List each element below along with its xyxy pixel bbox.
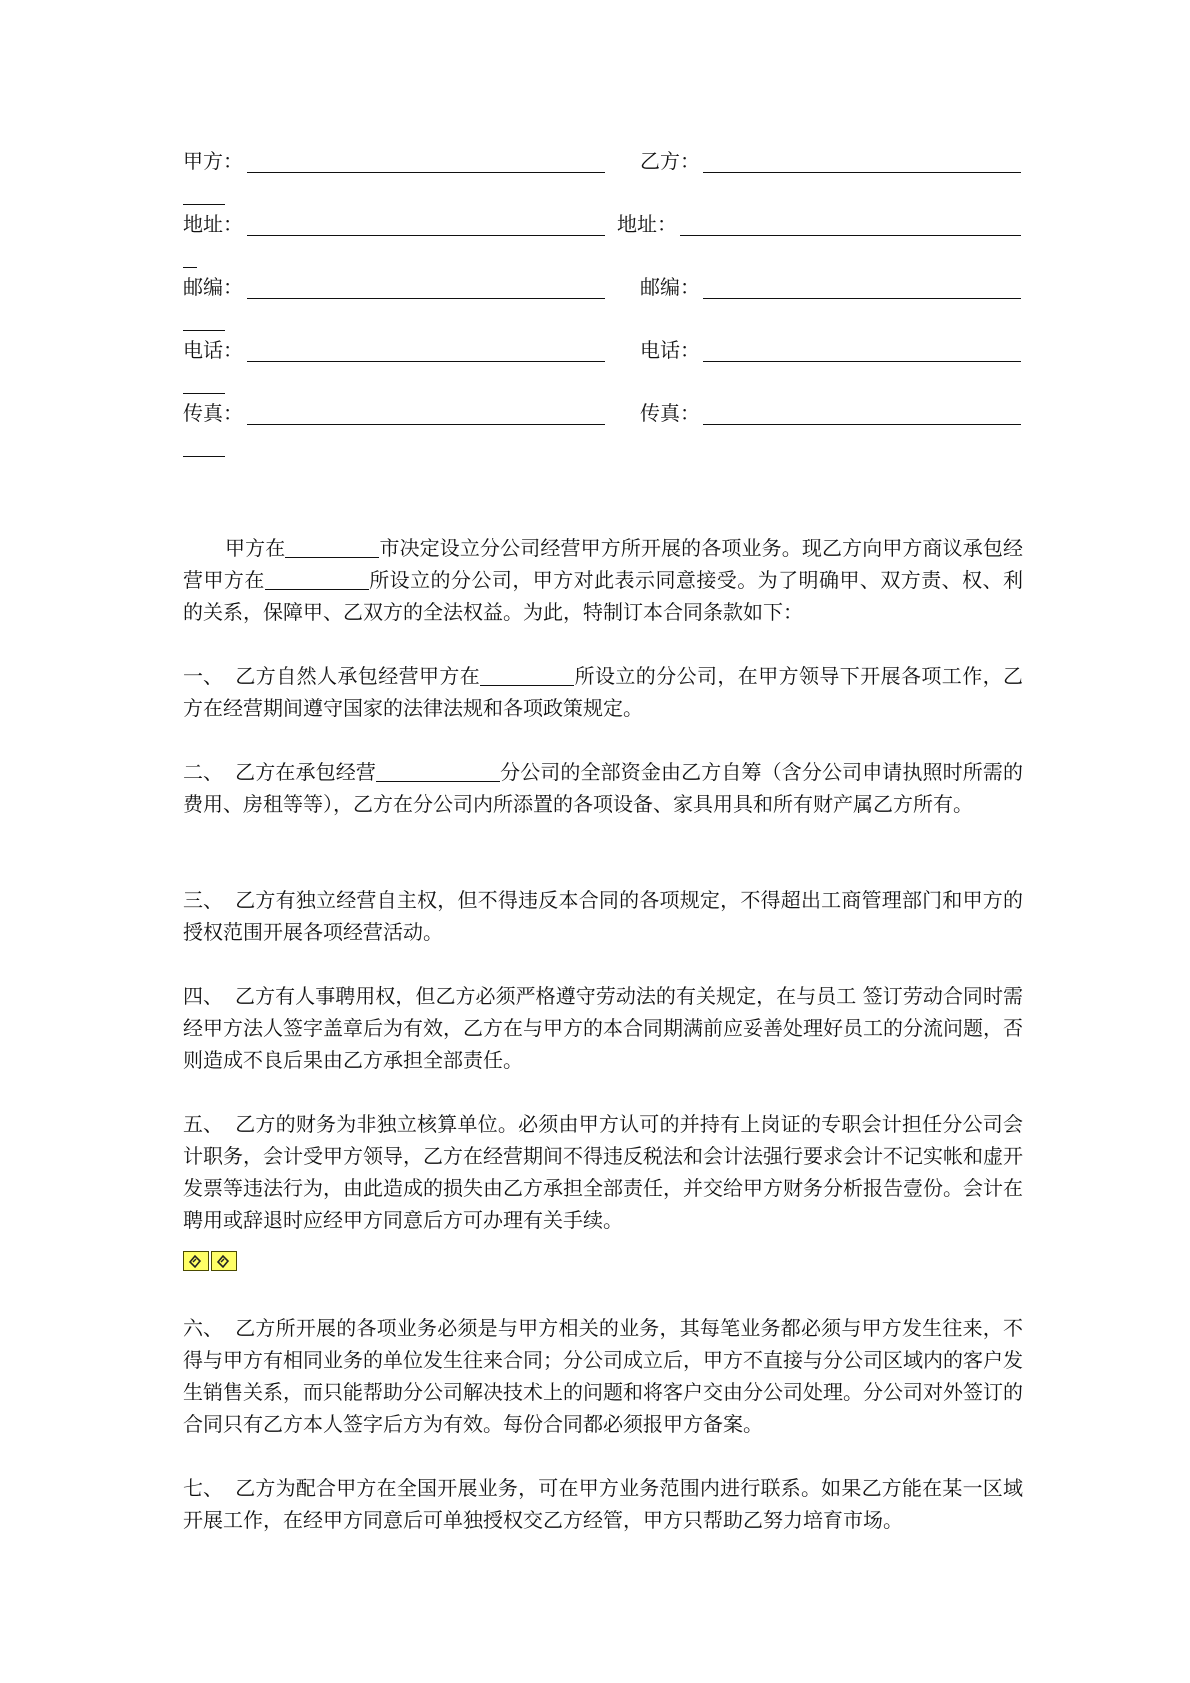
party-blank-wrap [183, 204, 225, 205]
clause-3 [183, 884, 1023, 948]
phone-a-blank [247, 361, 605, 362]
address-a-blank [247, 235, 605, 236]
anchor-icon-glyph [215, 1253, 233, 1269]
fax-blank-wrap [183, 456, 225, 457]
clause-text-b: 分公司的全部资金由乙方自筹（含分公司申请执照时所需的费用、房租等等），乙方在分公司内所添置的各项设备、家具用具和所有财产属乙方所有。 [183, 760, 1024, 816]
clause-text: 乙方有人事聘用权，但乙方必须严格遵守劳动法的有关规定，在与员工 签订劳动合同时需经甲方法人签字盖章后为有效，乙方在与甲方的本合同期满前应妥善处理好员工的分流问题，否则造成不良后果由乙方承担全部责任。 [183, 984, 1023, 1072]
anchor-icons [183, 1251, 237, 1271]
intro-blank-location [265, 569, 369, 590]
intro-blank-city [285, 537, 379, 558]
info-row-address [0, 211, 1190, 271]
clause-text: 乙方的财务为非独立核算单位。必须由甲方认可的并持有上岗证的专职会计担任分公司会计职务，会计受甲方领导，乙方在经营期间不得违反税法和会计法强行要求会计不记实帐和虚开发票等违法行为，由此造成的损失由乙方承担全部责任，并交给甲方财务分析报告壹份。会计在聘用或辞退时应经甲方同意后方可办理有关手续。 [183, 1112, 1023, 1232]
intro-paragraph [183, 532, 1023, 628]
info-row-postcode [0, 274, 1190, 334]
postcode-b-blank [703, 298, 1021, 299]
fax-b-label: 传真： [640, 401, 700, 425]
clause-2 [183, 756, 1023, 820]
info-row-party [0, 148, 1190, 208]
clause-text: 乙方有独立经营自主权，但不得违反本合同的各项规定，不得超出工商管理部门和甲方的授权范围开展各项经营活动。 [183, 888, 1023, 944]
clause-4 [183, 980, 1023, 1076]
fax-b-blank [703, 424, 1021, 425]
fax-a-label: 传真： [183, 401, 243, 425]
clause-number: 六、 [183, 1316, 223, 1340]
address-blank-wrap [183, 267, 197, 268]
postcode-a-blank [247, 298, 605, 299]
address-b-blank [680, 235, 1021, 236]
info-row-phone [0, 337, 1190, 397]
anchor-icon-glyph [187, 1253, 205, 1269]
info-row-fax [0, 400, 1190, 460]
clause-7 [183, 1472, 1023, 1536]
phone-a-label: 电话： [183, 338, 243, 362]
clause-number: 三、 [183, 888, 223, 912]
phone-b-blank [703, 361, 1021, 362]
clause-number: 七、 [183, 1476, 223, 1500]
clause-number: 五、 [183, 1112, 223, 1136]
anchor-icon[interactable] [183, 1251, 209, 1271]
clause-5 [183, 1108, 1023, 1236]
clause-6 [183, 1312, 1023, 1440]
phone-b-label: 电话： [640, 338, 700, 362]
clause-number: 四、 [183, 984, 223, 1008]
address-a-label: 地址： [183, 212, 243, 236]
party-b-blank [703, 172, 1021, 173]
postcode-blank-wrap [183, 330, 225, 331]
clause-1 [183, 660, 1023, 724]
fax-a-blank [247, 424, 605, 425]
clause-text-a: 乙方自然人承包经营甲方在 [235, 664, 481, 688]
intro-text-2: 市决定设立分公司经营甲方所开展的各项业务。现乙方向甲方商议承包经营甲方在 [183, 536, 1024, 592]
party-a-label: 甲方： [183, 149, 243, 173]
clause-text: 乙方所开展的各项业务必须是与甲方相关的业务，其每笔业务都必须与甲方发生往来，不得与甲方有相同业务的单位发生往来合同；分公司成立后，甲方不直接与分公司区域内的客户发生销售关系，而只能帮助分公司解决技术上的问题和将客户交由分公司处理。分公司对外签订的合同只有乙方本人签字后方为有效。每份合同都必须报甲方备案。 [183, 1316, 1023, 1436]
clause-number: 一、 [183, 664, 223, 688]
phone-blank-wrap [183, 393, 225, 394]
clause-text-a: 乙方在承包经营 [235, 760, 376, 784]
address-b-label: 地址： [617, 212, 677, 236]
clause-text-b: 所设立的分公司，在甲方领导下开展各项工作，乙方在经营期间遵守国家的法律法规和各项政策规定。 [183, 664, 1024, 720]
clause-1-blank [480, 665, 574, 686]
postcode-a-label: 邮编： [183, 275, 243, 299]
anchor-icon[interactable] [211, 1251, 237, 1271]
party-a-blank [247, 172, 605, 173]
intro-text-1: 甲方在 [225, 536, 286, 560]
intro-text-3: 所设立的分公司，甲方对此表示同意接受。为了明确甲、双方责、权、利的关系，保障甲、乙双方的全法权益。为此，特制订本合同条款如下： [183, 568, 1024, 624]
clause-number: 二、 [183, 760, 223, 784]
party-b-label: 乙方： [640, 149, 700, 173]
clause-text: 乙方为配合甲方在全国开展业务，可在甲方业务范围内进行联系。如果乙方能在某一区域开展工作，在经甲方同意后可单独授权交乙方经管，甲方只帮助乙努力培育市场。 [183, 1476, 1023, 1532]
clause-2-blank [376, 761, 500, 782]
postcode-b-label: 邮编： [640, 275, 700, 299]
